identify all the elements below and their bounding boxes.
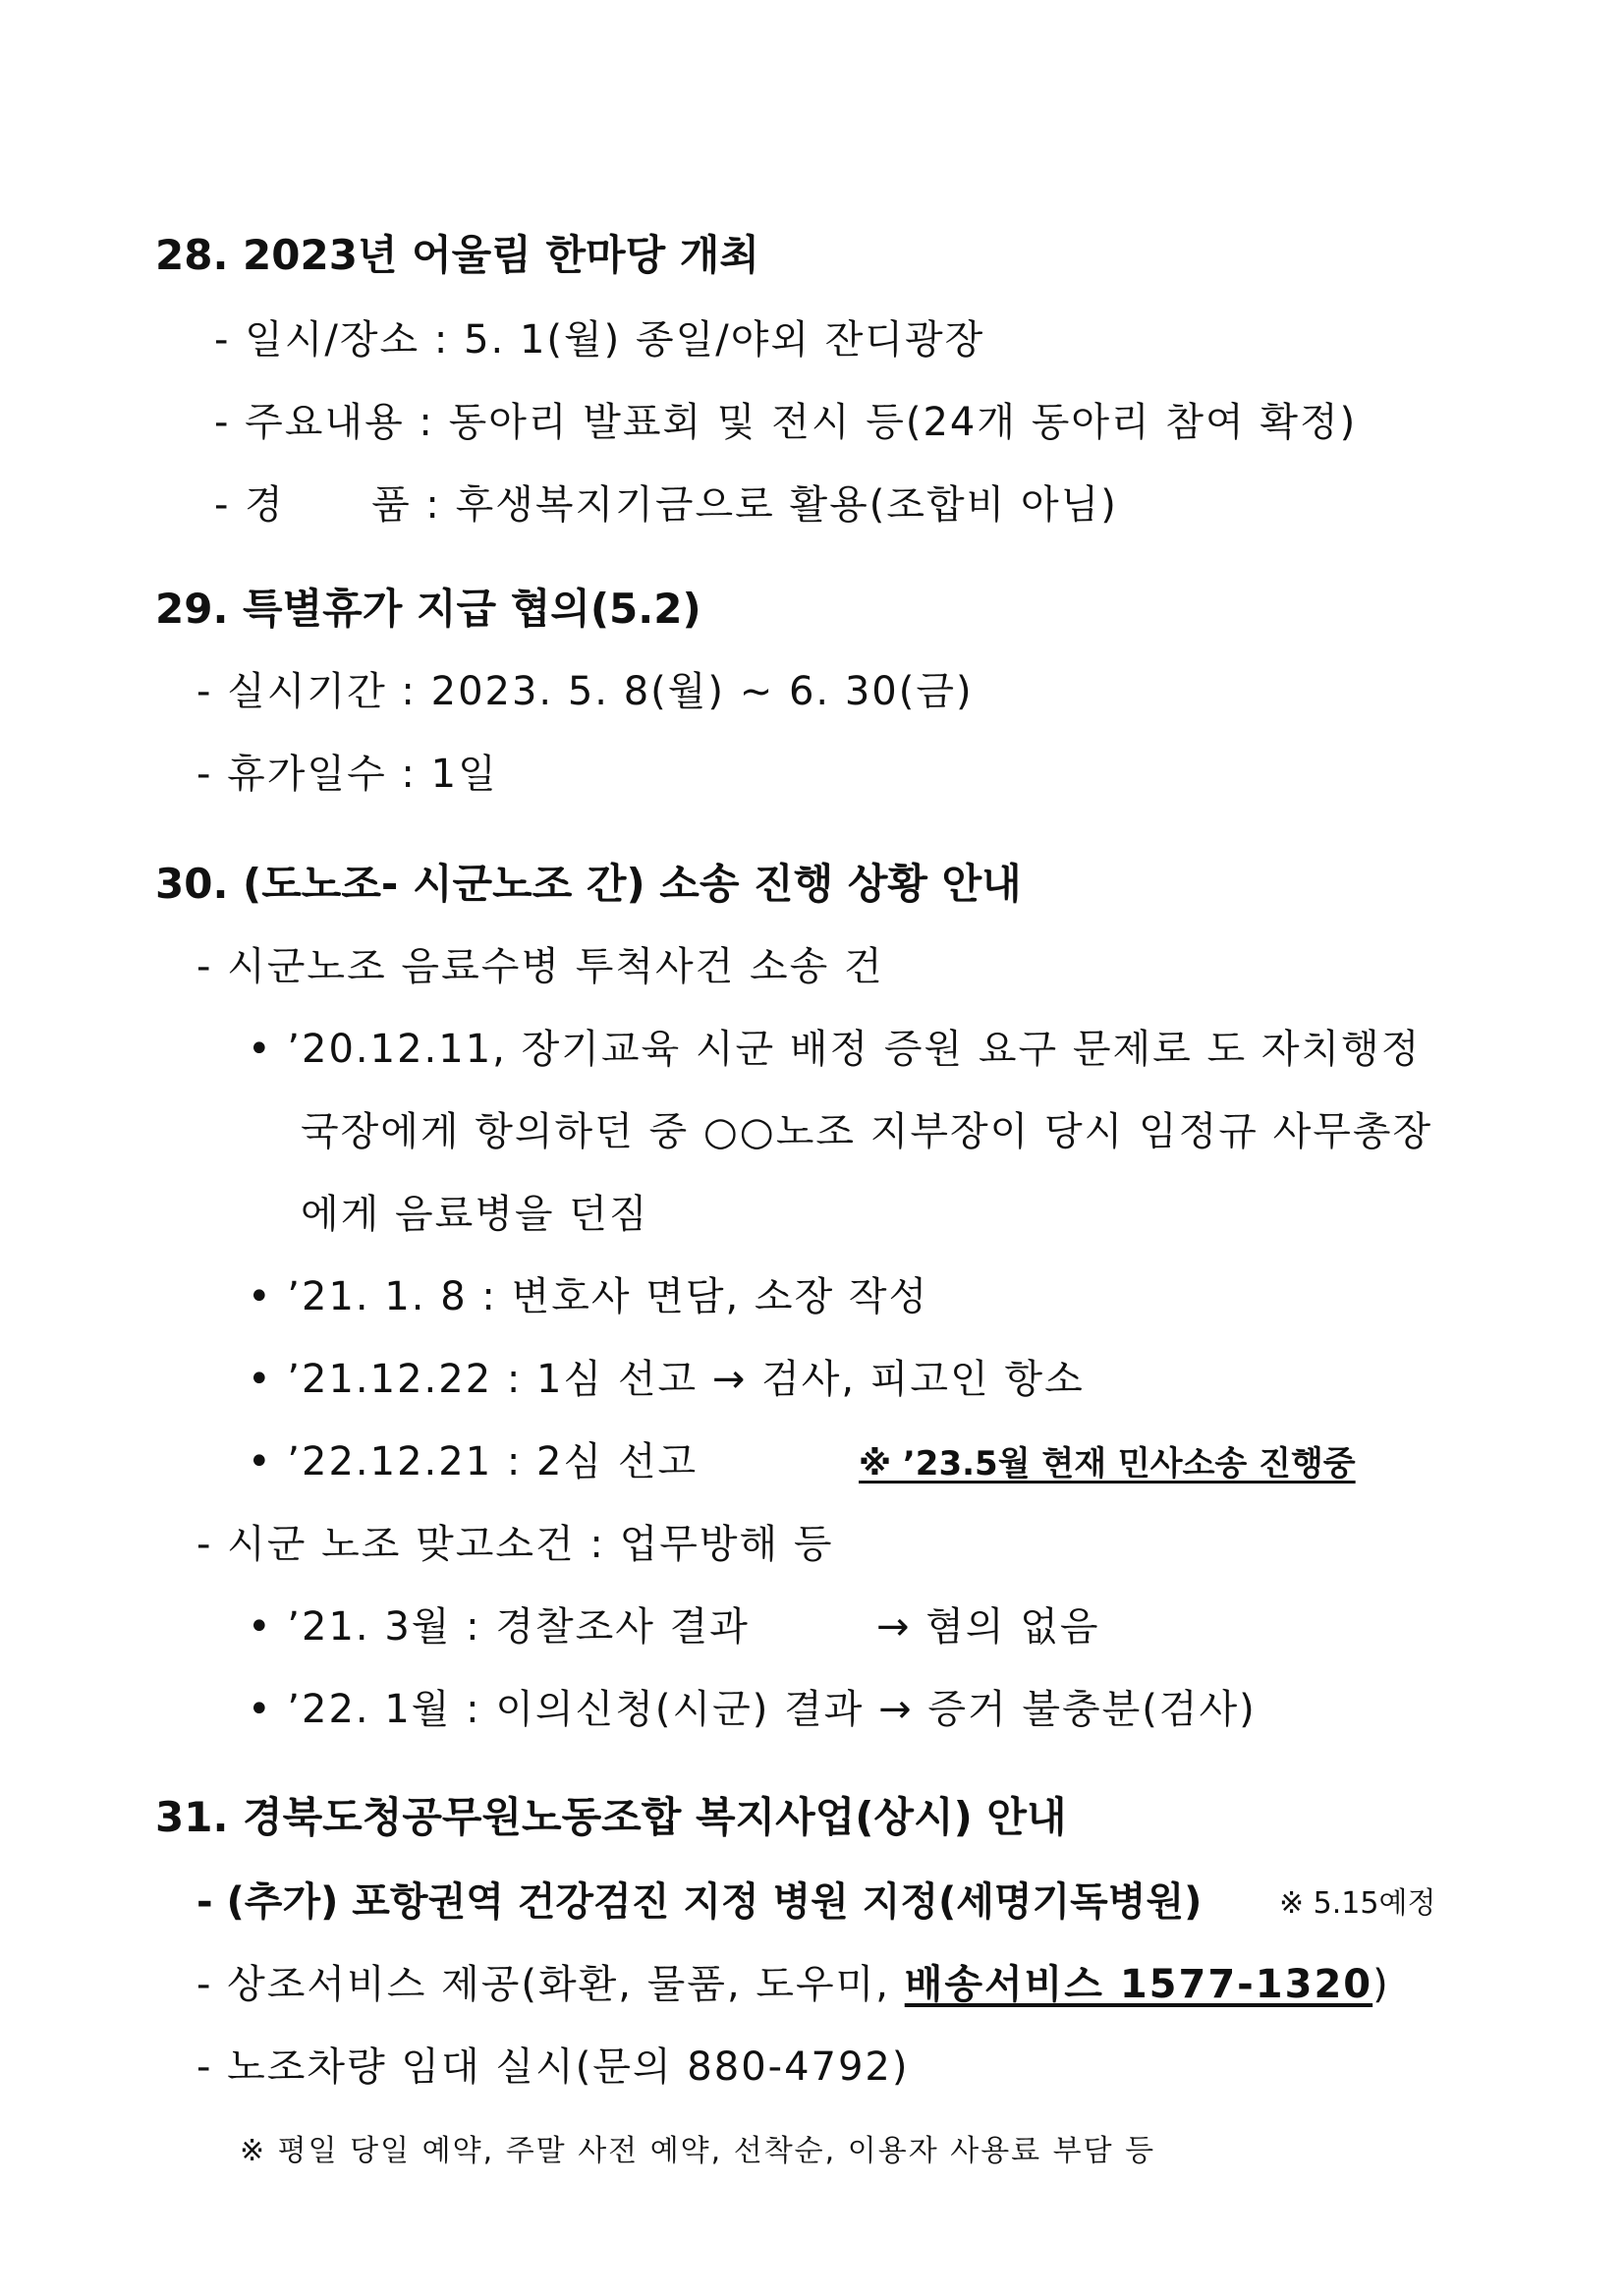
section-30-bullet-2021-03-result: → 혐의 없음 [876, 1604, 1100, 1650]
section-31-item-health-checkup: - (추가) 포항권역 건강검진 지정 병원 지정(세명기독병원) [196, 1879, 1203, 1925]
section-30-title: 30. (도노조- 시군노조 간) 소송 진행 상황 안내 [155, 860, 1022, 908]
section-30-subitem-countersuit: - 시군 노조 맞고소건 : 업무방해 등 [196, 1522, 834, 1567]
funeral-service-text: - 상조서비스 제공(화환, 물품, 도우미, [196, 1962, 905, 2007]
section-31-title: 31. 경북도청공무원노동조합 복지사업(상시) 안내 [155, 1793, 1067, 1841]
section-30-civil-suit-note: ※ ’23.5월 현재 민사소송 진행중 [859, 1444, 1356, 1484]
section-30-bullet-2021-12: • ’21.12.22 : 1심 선고 → 검사, 피고인 항소 [248, 1357, 1085, 1402]
section-31-item-health-checkup-note: ※ 5.15예정 [1279, 1886, 1436, 1921]
section-28-item-prize: - 경 품 : 후생복지기금으로 활용(조합비 아님) [214, 482, 1118, 528]
section-30-bullet-incident-line2: 국장에게 항의하던 중 ○○노조 지부장이 당시 임정규 사무총장 [301, 1109, 1433, 1154]
section-29-title: 29. 특별휴가 지급 협의(5.2) [155, 585, 701, 633]
section-30-bullet-incident-line3: 에게 음료병을 던짐 [301, 1192, 649, 1237]
section-30-bullet-2022-01: • ’22. 1월 : 이의신청(시군) 결과 → 증거 불충분(검사) [248, 1687, 1257, 1732]
section-30-bullet-2022-12: • ’22.12.21 : 2심 선고 [248, 1439, 699, 1484]
section-28-title: 28. 2023년 어울림 한마당 개최 [155, 231, 759, 279]
section-28-item-contents: - 주요내용 : 동아리 발표회 및 전시 등(24개 동아리 참여 확정) [214, 400, 1358, 445]
section-30-bullet-incident-line1: • ’20.12.11, 장기교육 시군 배정 증원 요구 문제로 도 자치행정 [248, 1027, 1422, 1072]
section-30-bullet-2021-03: • ’21. 3월 : 경찰조사 결과 [248, 1604, 750, 1650]
section-31-item-vehicle-rental: - 노조차량 임대 실시(문의 880-4792) [196, 2044, 910, 2090]
funeral-service-close: ) [1372, 1962, 1390, 2007]
section-29-item-period: - 실시기간 : 2023. 5. 8(월) ~ 6. 30(금) [196, 669, 974, 714]
section-30-bullet-2021-01: • ’21. 1. 8 : 변호사 면담, 소장 작성 [248, 1274, 929, 1319]
delivery-service-phone: 배송서비스 1577-1320 [904, 1962, 1373, 2007]
section-31-item-funeral-service [196, 1957, 1390, 2012]
section-28-item-date-place: - 일시/장소 : 5. 1(월) 종일/야외 잔디광장 [214, 317, 985, 363]
section-29-item-days: - 휴가일수 : 1일 [196, 752, 498, 797]
section-30-subitem-lawsuit: - 시군노조 음료수병 투척사건 소송 건 [196, 944, 884, 989]
section-31-rental-note: ※ 평일 당일 예약, 주말 사전 예약, 선착순, 이용자 사용료 부담 등 [240, 2134, 1156, 2168]
